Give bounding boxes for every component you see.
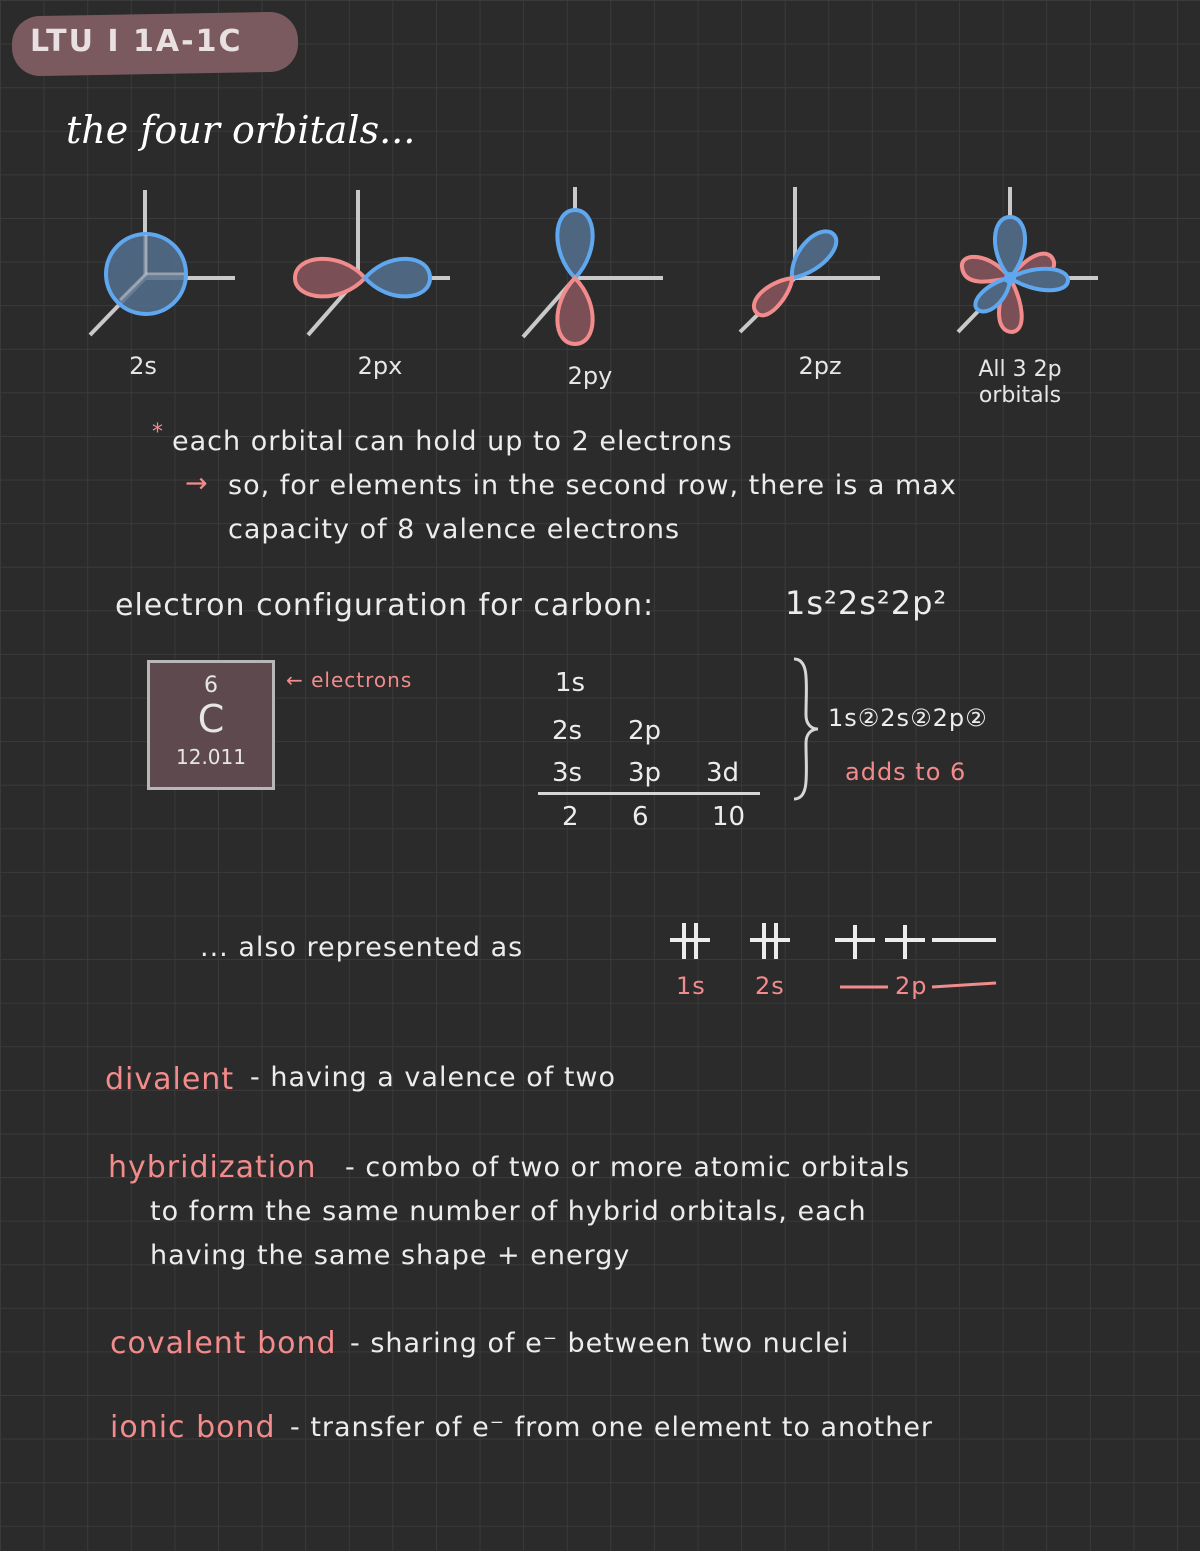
also-represented-label: ... also represented as [200,932,524,963]
subshell-2p: 2p [628,716,662,746]
definition-divalent: - having a valence of two [250,1062,617,1093]
orbital-label-all-2p: All 3 2p orbitals [978,357,1062,408]
orbital-label-2pz: 2pz [798,352,842,380]
atomic-mass: 12.011 [176,745,246,769]
orbital-label-2px: 2px [357,352,403,380]
curly-brace [790,655,820,805]
term-divalent: divalent [105,1062,235,1097]
definition-covalent-bond: - sharing of e⁻ between two nuclei [350,1328,850,1359]
orbital-2pz-drawing [730,182,900,352]
note-line-3: capacity of 8 valence electrons [228,514,681,545]
orbital-box-diagram [660,915,1010,1005]
element-symbol: C [197,697,225,741]
adds-to-note: adds to 6 [845,758,967,786]
subshell-1s: 1s [555,668,586,698]
diagram-label-2s: 2s [755,972,785,1000]
note-line-1: each orbital can hold up to 2 electrons [172,426,733,457]
atomic-number: 6 [204,673,218,698]
orbital-2s-drawing [80,180,250,350]
orbital-2py-drawing [515,182,695,352]
definition-hybridization-cont-2: having the same shape + energy [150,1240,631,1271]
total-d: 10 [712,802,746,832]
config-value: 1s²2s²2p² [785,584,948,622]
definition-ionic-bond: - transfer of e⁻ from one element to another [290,1412,934,1443]
definition-hybridization: - combo of two or more atomic orbitals [345,1152,911,1183]
diagram-label-2p: 2p [895,972,928,1000]
section-title: the four orbitals... [66,108,416,152]
total-p: 6 [632,802,649,832]
subshell-3d: 3d [706,758,740,788]
subshell-3p: 3p [628,758,662,788]
orbital-label-2py: 2py [567,362,613,390]
definition-hybridization-cont-1: to form the same number of hybrid orbitals, each [150,1196,867,1227]
total-s: 2 [562,802,579,832]
term-covalent-bond: covalent bond [110,1326,337,1361]
diagram-label-1s: 1s [676,972,706,1000]
subshell-2s: 2s [552,716,583,746]
arrow-icon: → [185,468,209,499]
orbital-label-2s: 2s [129,352,157,380]
config-label: electron configuration for carbon: [115,588,655,623]
term-hybridization: hybridization [108,1150,317,1185]
all-2p-orbitals-drawing [950,182,1120,352]
bullet-mark: * [152,420,164,445]
subshell-3s: 3s [552,758,583,788]
note-line-2: so, for elements in the second row, there is a max [228,470,957,501]
page-header: LTU I 1A-1C [30,24,243,59]
totals-divider [538,792,760,795]
electron-sum-expression: 1s②2s②2p② [828,704,988,732]
orbital-2px-drawing [290,180,460,350]
term-ionic-bond: ionic bond [110,1410,276,1445]
carbon-element-box [147,660,275,790]
electrons-pointer-label: ← electrons [286,668,413,692]
